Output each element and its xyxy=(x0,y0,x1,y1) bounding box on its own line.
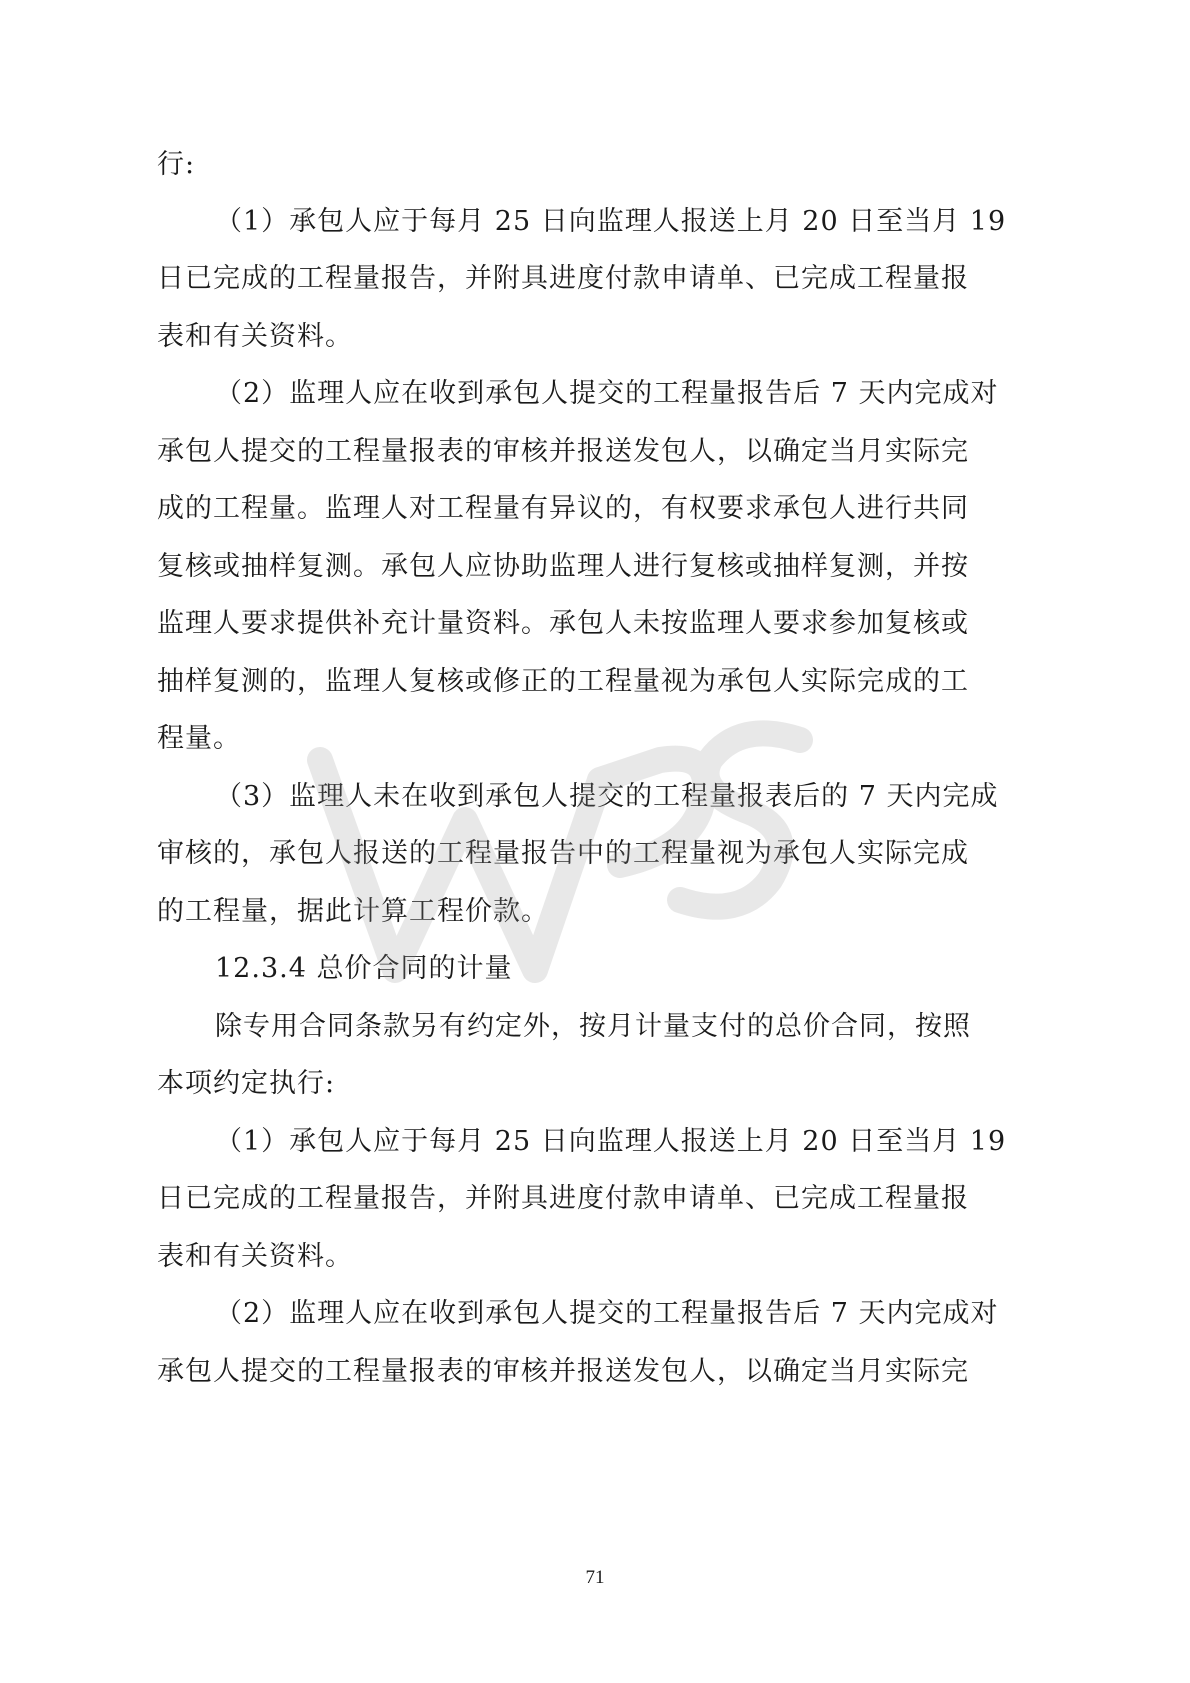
text-line: 表和有关资料。 xyxy=(157,1241,353,1272)
watermark-s-shape xyxy=(680,733,800,906)
text-line: 复核或抽样复测。承包人应协助监理人进行复核或抽样复测，并按 xyxy=(157,551,969,582)
text-line: 监理人要求提供补充计量资料。承包人未按监理人要求参加复核或 xyxy=(157,608,969,639)
page-number: 71 xyxy=(585,1567,605,1588)
text-line: 除专用合同条款另有约定外，按月计量支付的总价合同，按照 xyxy=(215,1011,971,1042)
text-line: 承包人提交的工程量报表的审核并报送发包人，以确定当月实际完 xyxy=(157,1356,969,1387)
text-line: （2）监理人应在收到承包人提交的工程量报告后 7 天内完成对 xyxy=(215,378,999,409)
text-line: 承包人提交的工程量报表的审核并报送发包人，以确定当月实际完 xyxy=(157,436,969,467)
text-line: 行: xyxy=(157,149,196,180)
text-line: 日已完成的工程量报告，并附具进度付款申请单、已完成工程量报 xyxy=(157,1183,969,1214)
text-line: 审核的，承包人报送的工程量报告中的工程量视为承包人实际完成 xyxy=(157,838,969,869)
text-line: （2）监理人应在收到承包人提交的工程量报告后 7 天内完成对 xyxy=(215,1298,999,1329)
text-line: （1）承包人应于每月 25 日向监理人报送上月 20 日至当月 19 xyxy=(215,1126,1007,1157)
section-heading: 12.3.4 总价合同的计量 xyxy=(215,953,513,984)
text-line: （3）监理人未在收到承包人提交的工程量报表后的 7 天内完成 xyxy=(215,781,999,812)
text-line: （1）承包人应于每月 25 日向监理人报送上月 20 日至当月 19 xyxy=(215,206,1007,237)
text-line: 日已完成的工程量报告，并附具进度付款申请单、已完成工程量报 xyxy=(157,263,969,294)
text-line: 程量。 xyxy=(157,723,241,754)
text-line: 的工程量，据此计算工程价款。 xyxy=(157,896,549,927)
text-line: 成的工程量。监理人对工程量有异议的，有权要求承包人进行共同 xyxy=(157,493,969,524)
text-line: 表和有关资料。 xyxy=(157,321,353,352)
text-line: 本项约定执行: xyxy=(157,1068,336,1099)
text-line: 抽样复测的，监理人复核或修正的工程量视为承包人实际完成的工 xyxy=(157,666,969,697)
